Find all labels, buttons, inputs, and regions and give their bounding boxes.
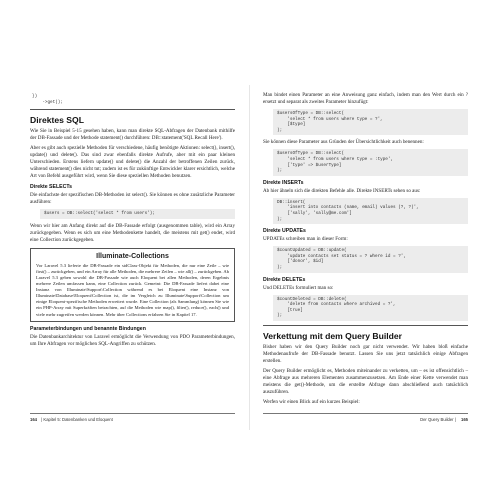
code-block-select-positional: $usersOfType = DB::select( 'select * from users where type = ?', [$type] );	[273, 109, 468, 135]
box-title: Illuminate-Collections	[96, 252, 169, 260]
paragraph: Aber es gibt auch spezielle Methoden für verschiedene, häufig benötigte Aktionen: select(), insert(), update() und delete(). Das sind zwar ebenfalls direkte Aufrufe, aber mit ein paar kleinen Unterschieden. Erstens liefern update() und delete() die Anzahl der betroffenen Zeilen zurück, während statement() dies nicht tut; zudem ist es für zukünftige Entwickler klarer ersichtlich, welche Art von Befehl ausgeführt wird, wenn Sie diese speziellen Methoden benutzen.	[30, 145, 235, 180]
sidebar-box-collections	[30, 248, 235, 322]
book-gutter	[249, 85, 250, 430]
section-rule	[30, 109, 235, 110]
page-footer	[30, 413, 235, 422]
left-page	[30, 92, 235, 422]
paragraph: Und DELETEs formuliert man so:	[263, 284, 334, 291]
page-footer	[263, 413, 468, 422]
code-block-update: $countUpdated = DB::update( 'update contacts set status = ? where id = ?', ['donor', $id] );	[273, 246, 468, 272]
page-number: 164	[30, 417, 37, 422]
paragraph: Werfen wir einen Blick auf ein kurzes Beispiel:	[263, 398, 360, 405]
paragraph: Die Datenbankarchitektur von Laravel ermöglicht die Verwendung von PDO Parameterbindungen, um Ihre Abfragen vor möglichen SQL-Angriffen zu schützen.	[30, 333, 235, 347]
paragraph: Der Query Builder ermöglicht es, Methoden miteinander zu verketten, um – es ist offensichtlich – eine Abfrage aus mehreren Elementen zusammenzusetzen. Am Ende einer Kette verwendet man meistens die get()-Methode, um die erstellte Abfrage dann abschließend auch tatsächlich auszuführen.	[263, 367, 468, 395]
section-rule	[263, 325, 468, 326]
heading-direkte-selects: Direkte SELECTs	[30, 184, 72, 191]
heading-query-builder: Verkettung mit dem Query Builder	[263, 330, 402, 341]
paragraph: UPDATEs schreiben man in dieser Form:	[263, 236, 348, 243]
code-block-insert: DB::insert( 'insert into contacts (name, email) values (?, ?)', ['sally', 'sally@me.com'] );	[273, 198, 468, 224]
running-title: | Kapitel 5: Datenbanken und Eloquent	[41, 417, 113, 422]
heading-direkte-inserts: Direkte INSERTs	[263, 179, 304, 186]
box-text: Vor Laravel 5.3 lieferte die DB-Fassade ein stdClass-Objekt für Methoden, die nur eine Zeile – wie first() – zurückgeben, und ein Array für alle Methoden, die mehrere Zeilen – wie all() – zurückgeben. Ab Laravel 5.3 geben sowohl die DB-Fassade wie auch Eloquent bei allen Methoden, deren Ergebnis mehrere Zeilen umfassen kann, eine Collection zurück. Gemeint: Die DB-Fassade liefert dabei eine Instanz von Illuminate\Support\Collection während es bei Eloquent eine Instanz von Illuminate\Database\Eloquent\Collection ist, die im Vergleich zu Illuminate\Support\Collection um einige Eloquent-spezifische Methoden erweitert wurde. Eine Collection (als Sammlung) können Sie wie ein PHP-Array mit Superkräften betrachten, auf die Methoden wie map(), filter(), reduce(), each() und viele mehr zugreifen werden können. Mehr über Collections erfahren Sie in Kapitel 17.	[36, 262, 229, 317]
heading-direkte-deletes: Direkte DELETEs	[263, 276, 306, 283]
heading-parameterbindungen: Parameterbindungen und benannte Bindungen	[30, 325, 146, 332]
running-title: Der Query Builder |	[420, 417, 456, 422]
paragraph: Wie Sie in Beispiel 5-15 gesehen haben, kann man direkte SQL-Abfragen der Datenbank mithilfe der DB-Fassade und der Methode statement() durchführen: DB::statement('SQL Recall Here').	[30, 128, 235, 142]
paragraph: Wenn wir hier am Anfang direkt auf die DB-Fassade erfolgt (ausgenommen table), wird ein Array zurückgegeben. Wenn es sich um eine Methodenkette handelt, die meistens mit get() endet, wird eine Collection zurückgegeben.	[30, 222, 235, 243]
right-page	[263, 92, 468, 422]
code-snippet-top: }) ->get();	[32, 94, 63, 105]
paragraph: Bisher haben wir den Query Builder noch gar nicht verwendet. Wir haben bloß einfache Methodenaufrufe der DB-Fassade benutzt. Lassen Sie uns jetzt tatsächlich einige Abfragen erstellen.	[263, 343, 468, 364]
code-block-delete: $countDeleted = DB::delete( 'delete from contacts where archived = ?', [true] );	[273, 295, 468, 321]
heading-direkte-updates: Direkte UPDATEs	[263, 228, 306, 235]
code-block-users: $users = DB::select('select * from users');	[40, 209, 235, 219]
paragraph: Ab hier ähneln sich die direkten Befehle alle. Direkte INSERTs sehen so aus:	[263, 187, 421, 194]
code-block-select-named: $usersOfType = DB::select( 'select * from users where type = :type', ['type' => $userType] );	[273, 149, 468, 175]
paragraph: Sie können diese Parameter aus Gründen der Übersichtlichkeit auch benennen:	[263, 139, 424, 146]
heading-direktes-sql: Direktes SQL	[30, 115, 84, 126]
page-number: 165	[461, 417, 468, 422]
paragraph: Die einfachste der spezifischen DB-Methoden ist select(). Sie können es ohne zusätzliche Parameter ausführen:	[30, 192, 235, 206]
paragraph: Man bindet einen Parameter an eine Anweisung ganz einfach, indem man den Wert durch ein ? ersetzt und separat als zweites Parameter hinzufügt:	[263, 92, 468, 105]
